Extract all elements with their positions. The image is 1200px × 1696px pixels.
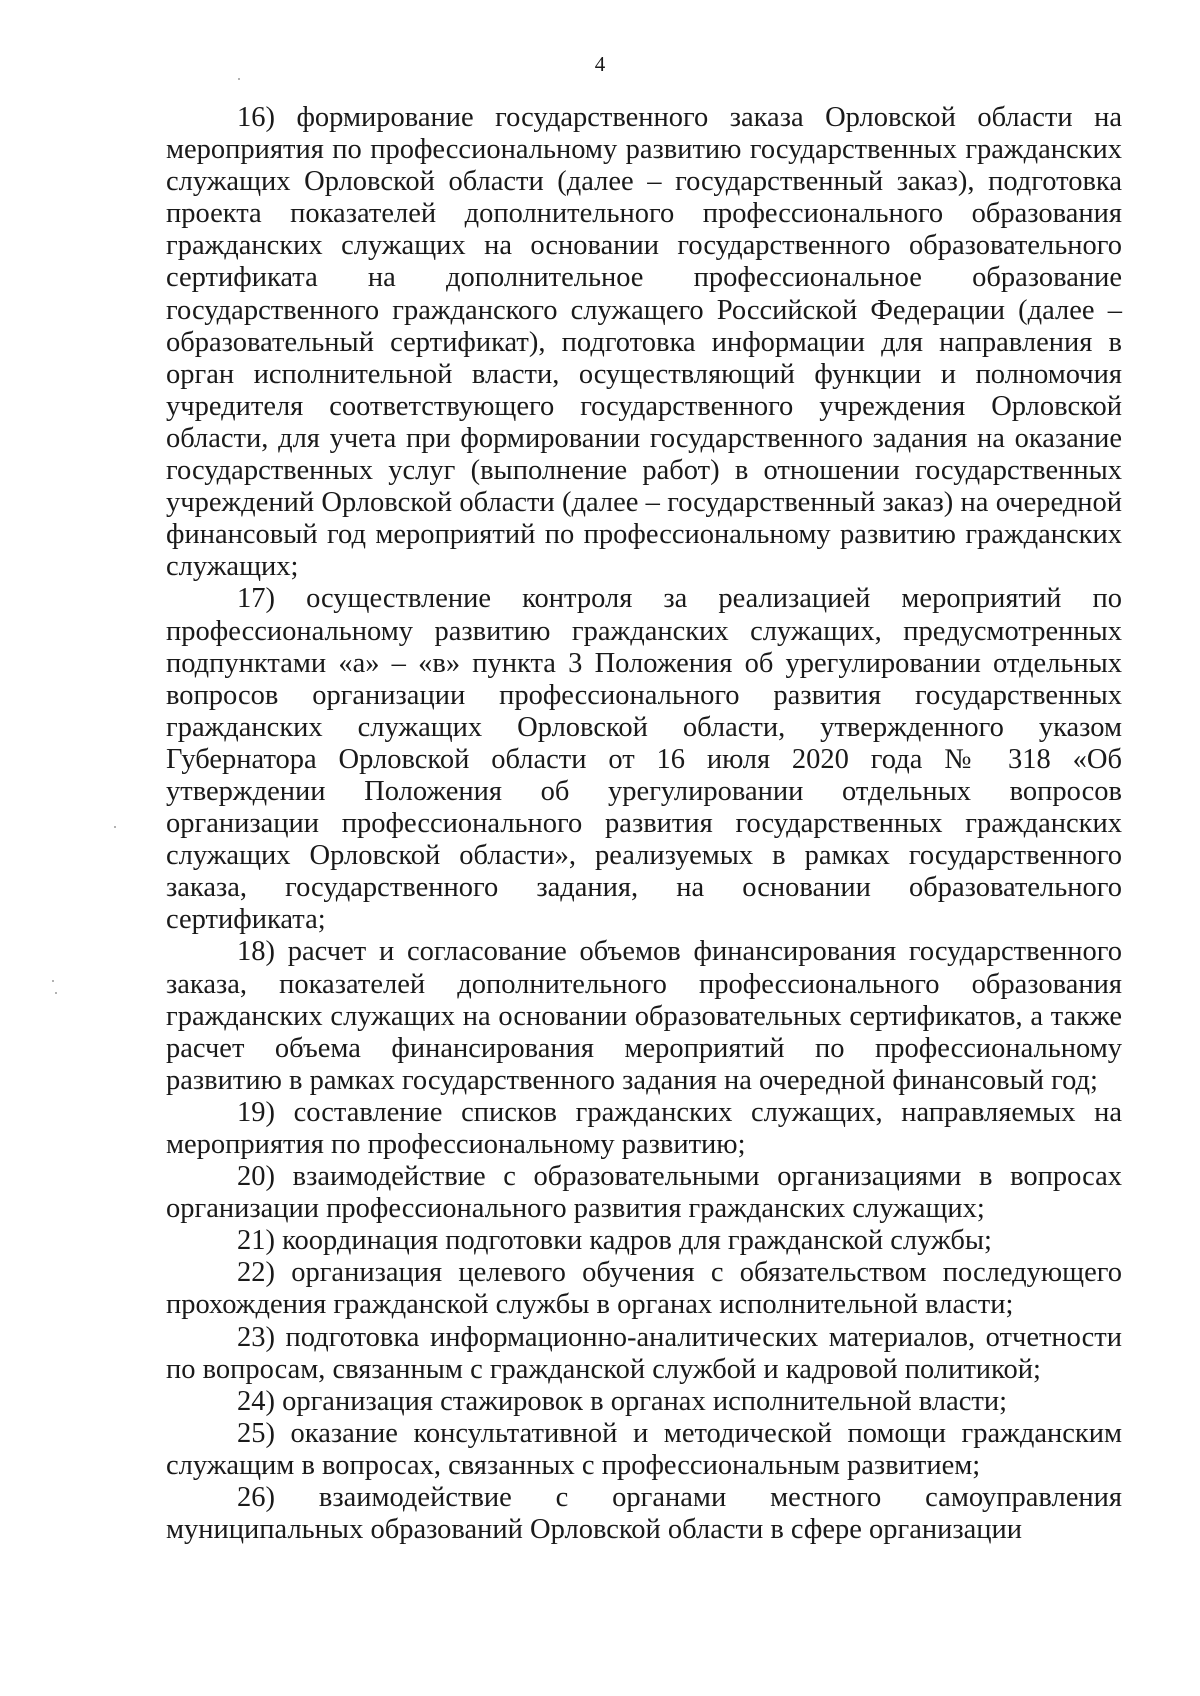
page-number: 4 <box>594 52 606 76</box>
scan-speck <box>238 78 240 80</box>
paragraph-item-23: 23) подготовка информационно-аналитических материалов, отчетности по вопросам, связанным с гражданской службой и кадровой политикой; <box>166 1321 1122 1385</box>
scan-speck <box>52 980 54 982</box>
paragraph-item-21: 21) координация подготовки кадров для гражданской службы; <box>237 1225 992 1257</box>
paragraph-item-16: 16) формирование государственного заказа Орловской области на мероприятия по профессиональному развитию государственных гражданских служащих Орловской области (далее – государственный заказ), подготовка проекта показателей дополнительного профессионального образования гражданских служащих на основании государственного образовательного сертификата на дополнительное профессиональное образование государственного гражданского служащего Российской Федерации (далее – образовательный сертификат), подготовка информации для направления в орган исполнительной власти, осуществляющий функции и полномочия учредителя соответствующего государственного учреждения Орловской области, для учета при формировании государственного задания на оказание государственных услуг (выполнение работ) в отношении государственных учреждений Орловской области (далее – государственный заказ) на очередной финансовый год мероприятий по профессиональному развитию гражданских служащих; <box>166 102 1122 583</box>
paragraph-item-26: 26) взаимодействие с органами местного самоуправления муниципальных образований Орловской области в сфере организации <box>166 1482 1122 1546</box>
paragraph-item-17: 17) осуществление контроля за реализацией мероприятий по профессиональному развитию гражданских служащих, предусмотренных подпунктами «а» – «в» пункта 3 Положения об урегулировании отдельных вопросов организации профессионального развития государственных гражданских служащих Орловской области, утвержденного указом Губернатора Орловской области от 16 июля 2020 года № 318 «Об утверждении Положения об урегулировании отдельных вопросов организации профессионального развития государственных гражданских служащих Орловской области», реализуемых в рамках государственного заказа, государственного задания, на основании образовательного сертификата; <box>166 583 1122 936</box>
paragraph-item-18: 18) расчет и согласование объемов финансирования государственного заказа, показателей дополнительного профессионального образования гражданских служащих на основании образовательных сертификатов, а также расчет объема финансирования мероприятий по профессиональному развитию в рамках государственного задания на очередной финансовый год; <box>166 936 1122 1096</box>
scan-speck <box>114 826 116 828</box>
paragraph-item-19: 19) составление списков гражданских служащих, направляемых на мероприятия по профессиональному развитию; <box>166 1096 1122 1160</box>
scan-speck <box>55 992 57 994</box>
paragraph-item-25: 25) оказание консультативной и методической помощи гражданским служащим в вопросах, связанных с профессиональным развитием; <box>166 1417 1122 1481</box>
paragraph-item-22: 22) организация целевого обучения с обязательством последующего прохождения гражданской службы в органах исполнительной власти; <box>166 1257 1122 1321</box>
document-body <box>166 102 1122 1546</box>
paragraph-item-24: 24) организация стажировок в органах исполнительной власти; <box>237 1385 1008 1417</box>
paragraph-item-20: 20) взаимодействие с образовательными организациями в вопросах организации профессионального развития гражданских служащих; <box>166 1161 1122 1225</box>
